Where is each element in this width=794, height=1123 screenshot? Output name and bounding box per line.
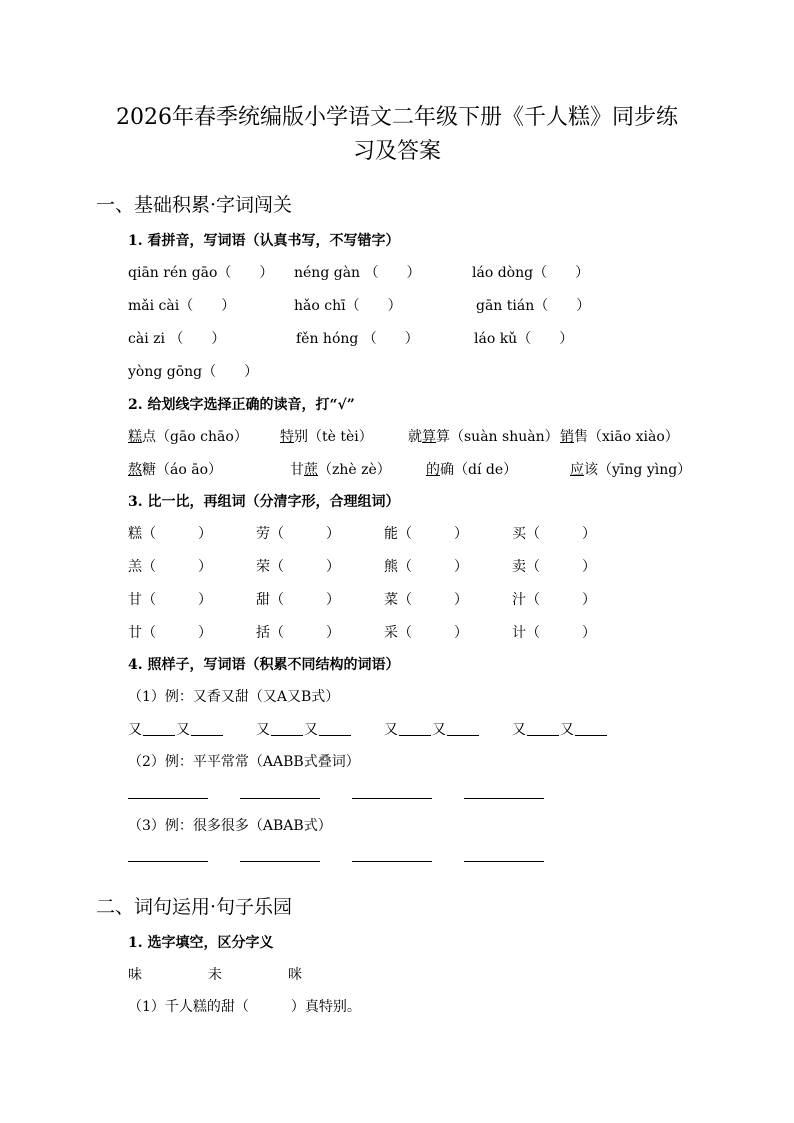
pinyin-item: láo kǔ（ ） <box>474 331 574 347</box>
answer-blank[interactable] <box>527 735 559 736</box>
pinyin-item: fěn hóng （ ） <box>296 331 419 347</box>
compare-item: 熊（ ） <box>384 559 468 575</box>
answer-blank[interactable] <box>143 735 175 736</box>
compare-item: 糕（ ） <box>128 526 212 542</box>
answer-blank[interactable] <box>240 861 320 862</box>
compare-item: 甘（ ） <box>128 592 212 608</box>
you-char: 又 <box>384 722 398 738</box>
example-3: （3）例：很多很多（ABAB式） <box>128 818 332 834</box>
reading-item: 的确（dí de） <box>426 462 518 478</box>
answer-blank[interactable] <box>240 798 320 799</box>
pinyin-item: gān tián（ ） <box>476 298 591 314</box>
you-char: 又 <box>512 722 526 738</box>
example-1: （1）例：又香又甜（又A又B式） <box>128 689 340 705</box>
compare-item: 汁（ ） <box>512 592 596 608</box>
answer-blank[interactable] <box>352 798 432 799</box>
question-2-title: 2. 给划线字选择正确的读音，打“√” <box>128 397 355 413</box>
page-title-line2: 习及答案 <box>352 139 441 164</box>
question-4-title: 4. 照样子，写词语（积累不同结构的词语） <box>128 657 400 673</box>
compare-item: 卖（ ） <box>512 559 596 575</box>
pinyin-item: hǎo chī（ ） <box>294 298 402 314</box>
answer-blank[interactable] <box>464 798 544 799</box>
answer-blank[interactable] <box>271 735 303 736</box>
page-title-line1: 2026年春季统编版小学语文二年级下册《千人糕》同步练 <box>116 105 678 130</box>
you-char: 又 <box>176 722 190 738</box>
answer-blank[interactable] <box>464 861 544 862</box>
answer-blank[interactable] <box>128 861 208 862</box>
choice-char: 未 <box>208 967 222 983</box>
pinyin-item: mǎi cài（ ） <box>128 298 236 314</box>
you-char: 又 <box>432 722 446 738</box>
reading-item: 特别（tè tèi） <box>280 429 373 445</box>
reading-item: 糕点（gāo chāo） <box>128 429 248 445</box>
question-3-title: 3. 比一比，再组词（分清字形，合理组词） <box>128 494 400 510</box>
compare-item: 劳（ ） <box>256 526 340 542</box>
you-char: 又 <box>256 722 270 738</box>
answer-blank[interactable] <box>319 735 351 736</box>
choice-char: 味 <box>128 967 142 983</box>
reading-item: 销售（xiāo xiào） <box>560 429 679 445</box>
you-char: 又 <box>560 722 574 738</box>
compare-item: 买（ ） <box>512 526 596 542</box>
answer-blank[interactable] <box>575 735 607 736</box>
question-1-title: 1. 看拼音，写词语（认真书写，不写错字） <box>128 233 400 249</box>
reading-item: 熬糖（áo āo） <box>128 462 223 478</box>
compare-item: 能（ ） <box>384 526 468 542</box>
compare-item: 甜（ ） <box>256 592 340 608</box>
pinyin-item: néng gàn （ ） <box>294 265 421 281</box>
compare-item: 采（ ） <box>384 625 468 641</box>
compare-item: 括（ ） <box>256 625 340 641</box>
example-2: （2）例：平平常常（AABB式叠词） <box>128 754 360 770</box>
compare-item: 廿（ ） <box>128 625 212 641</box>
pinyin-item: qiān rén gāo（ ） <box>128 265 274 281</box>
compare-item: 羔（ ） <box>128 559 212 575</box>
section-heading-1: 一、基础积累·字词闯关 <box>96 194 293 216</box>
answer-blank[interactable] <box>191 735 223 736</box>
compare-item: 计（ ） <box>512 625 596 641</box>
section2-question-1-title: 1. 选字填空，区分字义 <box>128 935 274 951</box>
you-char: 又 <box>304 722 318 738</box>
answer-blank[interactable] <box>128 798 208 799</box>
section-heading-2: 二、词句运用·句子乐园 <box>96 896 293 918</box>
reading-item: 应该（yīng yìng） <box>570 462 692 478</box>
reading-item: 甘蔗（zhè zè） <box>290 462 391 478</box>
pinyin-item: cài zi （ ） <box>128 331 226 347</box>
compare-item: 荣（ ） <box>256 559 340 575</box>
compare-item: 菜（ ） <box>384 592 468 608</box>
pinyin-item: yòng gōng（ ） <box>128 364 259 380</box>
reading-item: 就算算（suàn shuàn） <box>408 429 559 445</box>
you-char: 又 <box>128 722 142 738</box>
pinyin-item: láo dòng（ ） <box>472 265 590 281</box>
answer-blank[interactable] <box>399 735 431 736</box>
answer-blank[interactable] <box>352 861 432 862</box>
answer-blank[interactable] <box>447 735 479 736</box>
fill-sentence: （1）千人糕的甜（ ）真特别。 <box>128 999 361 1015</box>
choice-char: 咪 <box>288 967 302 983</box>
